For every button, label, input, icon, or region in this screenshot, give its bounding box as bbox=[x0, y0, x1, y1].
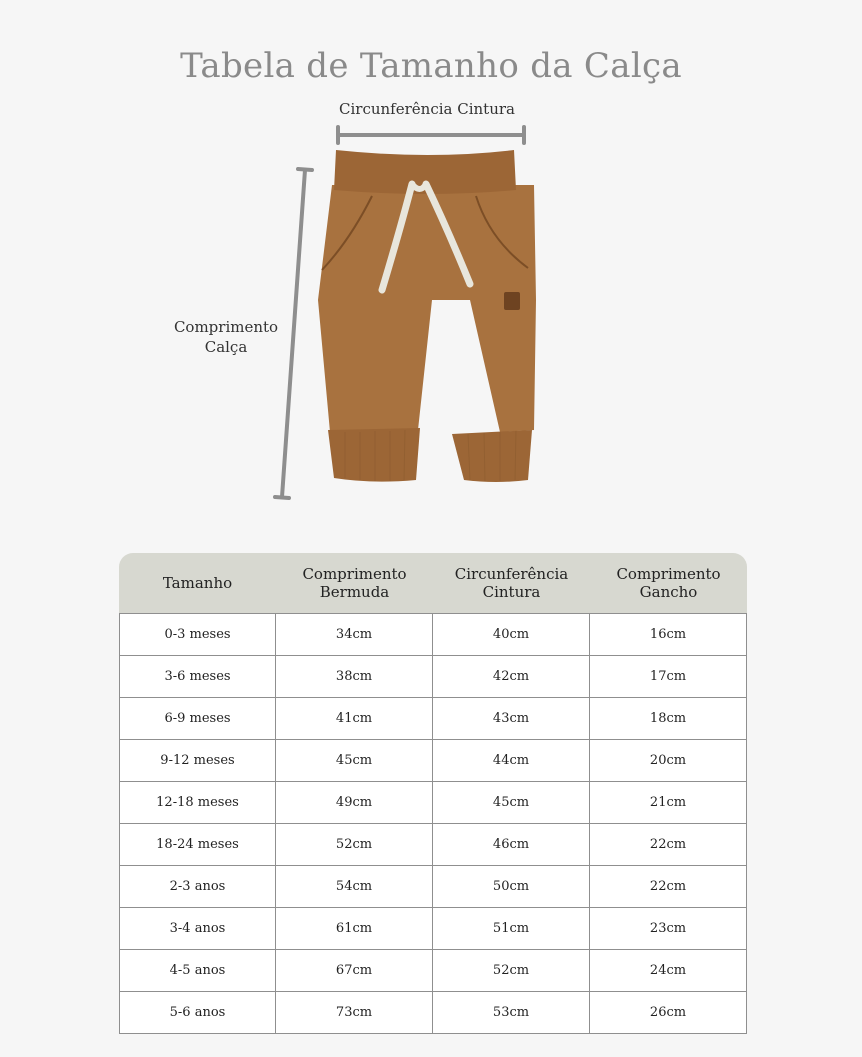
header-line-2: Bermuda bbox=[319, 583, 390, 601]
table-row bbox=[119, 824, 747, 866]
table-row bbox=[119, 656, 747, 698]
crotch-length-cell: 17cm bbox=[590, 656, 747, 698]
length-label-line2: Calça bbox=[204, 338, 248, 356]
size-cell: 0-3 meses bbox=[119, 613, 276, 656]
crotch-length-cell: 26cm bbox=[590, 992, 747, 1034]
length-measure-label bbox=[160, 317, 292, 357]
waist-measure-line bbox=[338, 127, 524, 143]
size-cell: 12-18 meses bbox=[119, 782, 276, 824]
crotch-length-cell: 20cm bbox=[590, 740, 747, 782]
waist-cell: 42cm bbox=[433, 656, 590, 698]
crotch-length-cell: 22cm bbox=[590, 824, 747, 866]
header-bermuda-length bbox=[276, 553, 433, 613]
length-label-line1: Comprimento bbox=[173, 318, 279, 336]
bermuda-length-cell: 49cm bbox=[276, 782, 433, 824]
header-line-1: Circunferência bbox=[454, 565, 569, 583]
size-cell: 5-6 anos bbox=[119, 992, 276, 1034]
bermuda-length-cell: 52cm bbox=[276, 824, 433, 866]
header-crotch-length bbox=[590, 553, 747, 613]
size-table bbox=[119, 553, 747, 1034]
waist-cell: 45cm bbox=[433, 782, 590, 824]
waist-measure-label: Circunferência Cintura bbox=[339, 100, 515, 118]
page-title: Tabela de Tamanho da Calça bbox=[180, 46, 682, 86]
table-row bbox=[119, 866, 747, 908]
size-cell: 9-12 meses bbox=[119, 740, 276, 782]
bermuda-length-cell: 38cm bbox=[276, 656, 433, 698]
waist-cell: 51cm bbox=[433, 908, 590, 950]
crotch-length-cell: 22cm bbox=[590, 866, 747, 908]
header-line-2: Cintura bbox=[482, 583, 541, 601]
size-cell: 3-4 anos bbox=[119, 908, 276, 950]
table-row bbox=[119, 950, 747, 992]
size-table-container bbox=[119, 553, 747, 1034]
table-row bbox=[119, 698, 747, 740]
waist-cell: 50cm bbox=[433, 866, 590, 908]
header-line-1: Tamanho bbox=[162, 574, 233, 592]
bermuda-length-cell: 45cm bbox=[276, 740, 433, 782]
crotch-length-cell: 16cm bbox=[590, 613, 747, 656]
bermuda-length-cell: 41cm bbox=[276, 698, 433, 740]
size-cell: 3-6 meses bbox=[119, 656, 276, 698]
size-cell: 2-3 anos bbox=[119, 866, 276, 908]
bermuda-length-cell: 73cm bbox=[276, 992, 433, 1034]
table-row bbox=[119, 908, 747, 950]
crotch-length-cell: 18cm bbox=[590, 698, 747, 740]
header-waist bbox=[433, 553, 590, 613]
bermuda-length-cell: 67cm bbox=[276, 950, 433, 992]
waist-cell: 40cm bbox=[433, 613, 590, 656]
table-body bbox=[119, 613, 747, 1034]
waist-cell: 53cm bbox=[433, 992, 590, 1034]
waist-cell: 52cm bbox=[433, 950, 590, 992]
bermuda-length-cell: 34cm bbox=[276, 613, 433, 656]
size-cell: 18-24 meses bbox=[119, 824, 276, 866]
header-line-1: Comprimento bbox=[302, 565, 407, 583]
waist-cell: 43cm bbox=[433, 698, 590, 740]
table-row bbox=[119, 782, 747, 824]
crotch-length-cell: 21cm bbox=[590, 782, 747, 824]
header-line-1: Comprimento bbox=[616, 565, 721, 583]
table-row bbox=[119, 740, 747, 782]
table-row bbox=[119, 992, 747, 1034]
size-cell: 4-5 anos bbox=[119, 950, 276, 992]
bermuda-length-cell: 61cm bbox=[276, 908, 433, 950]
header-line-2: Gancho bbox=[639, 583, 698, 601]
crotch-length-cell: 24cm bbox=[590, 950, 747, 992]
size-cell: 6-9 meses bbox=[119, 698, 276, 740]
bermuda-length-cell: 54cm bbox=[276, 866, 433, 908]
pants-image bbox=[318, 150, 536, 482]
waist-cell: 46cm bbox=[433, 824, 590, 866]
table-header-row bbox=[119, 553, 747, 613]
header-size bbox=[119, 553, 276, 613]
table-row bbox=[119, 613, 747, 656]
waist-cell: 44cm bbox=[433, 740, 590, 782]
crotch-length-cell: 23cm bbox=[590, 908, 747, 950]
